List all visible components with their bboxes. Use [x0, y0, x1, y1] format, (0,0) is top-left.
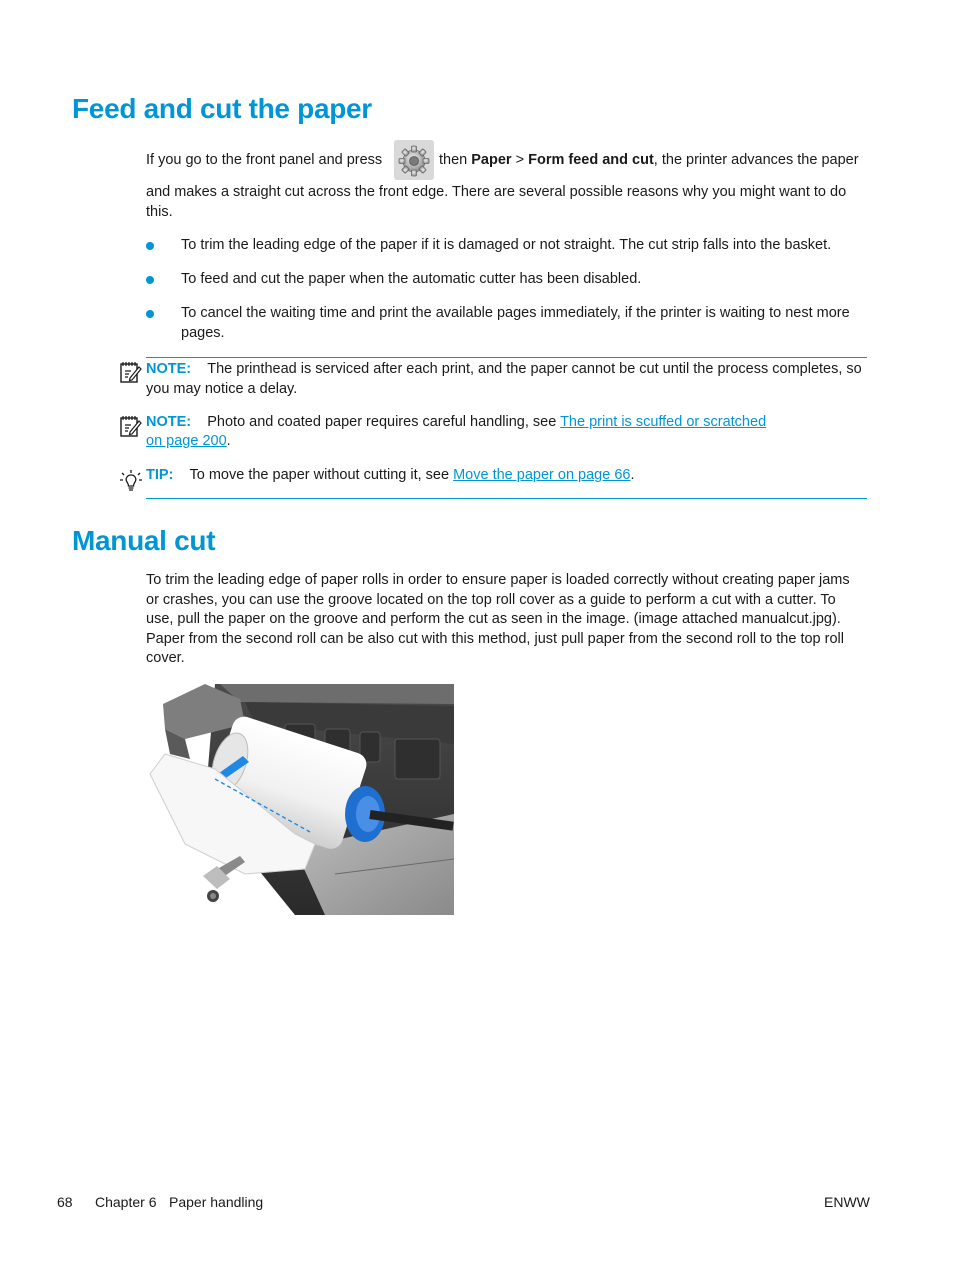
note-icon [119, 360, 143, 384]
note-icon [119, 414, 143, 438]
tip: TIP: To move the paper without cutting it, see Move the paper on page 66. [146, 467, 635, 483]
link-print-scuffed[interactable]: The print is scuffed or scratched [560, 414, 767, 430]
bullet-dot [146, 276, 154, 284]
footer-enww: ENWW [824, 1194, 870, 1210]
intro-line1-rest: then Paper > Form feed and cut, the printer advances the paper [439, 152, 859, 168]
section-title-feed-and-cut: Feed and cut the paper [72, 93, 372, 124]
section-title-manual-cut: Manual cut [72, 525, 216, 556]
tip-label: TIP: [146, 467, 174, 483]
footer-chapter: Chapter 6 [95, 1194, 157, 1210]
note-rule-bottom [146, 498, 867, 499]
manual-cut-illustration [145, 684, 454, 915]
intro-before-icon: If you go to the front panel and press [146, 152, 383, 168]
note-text: The printhead is serviced after each print, and the paper cannot be cut until the process completes, so you may notice a delay. [146, 361, 862, 397]
bullet-dot [146, 310, 154, 318]
bullet-item: To feed and cut the paper when the automatic cutter has been disabled. [181, 271, 642, 287]
settings-gear-icon [394, 140, 434, 180]
note-label: NOTE: [146, 361, 192, 377]
note-label: NOTE: [146, 414, 192, 430]
tip-text: To move the paper without cutting it, see [189, 467, 450, 483]
menu-paper: Paper [471, 152, 512, 168]
link-page-200[interactable]: on page 200 [146, 433, 227, 449]
bullet-item: To cancel the waiting time and print the available pages immediately, if the printer is waiting to nest more pages. [181, 305, 850, 341]
manual-cut-body: To trim the leading edge of paper rolls in order to ensure paper is loaded correctly without creating paper jams or crashes, you can use the groove located on the top roll cover as a guide to perform a cut with a cutter. To use, pull the paper on the groove and perform the cut as seen in the image. (image attached manualcut.jpg). Paper from the second roll can be also cut with this method, just pull paper from the second roll to the top roll cover. [146, 572, 850, 666]
footer-chapter-title: Paper handling [169, 1194, 264, 1210]
note-2-line1 [146, 413, 766, 433]
bullet-dot [146, 242, 154, 250]
note-2-line2: on page 200. [146, 433, 231, 449]
link-move-paper[interactable]: Move the paper on page 66 [453, 467, 631, 483]
note-1 [146, 360, 868, 399]
bullet-item: To trim the leading edge of the paper if it is damaged or not straight. The cut strip falls into the basket. [181, 237, 832, 253]
tip-lightbulb-icon [119, 469, 143, 493]
note-text: Photo and coated paper requires careful handling, see [207, 414, 557, 430]
intro-line2: and makes a straight cut across the front edge. There are several possible reasons why you might want to do this. [146, 184, 847, 220]
note-rule-top [146, 357, 867, 358]
menu-form-feed-and-cut: Form feed and cut [528, 152, 654, 168]
footer-page-number: 68 [57, 1194, 73, 1210]
